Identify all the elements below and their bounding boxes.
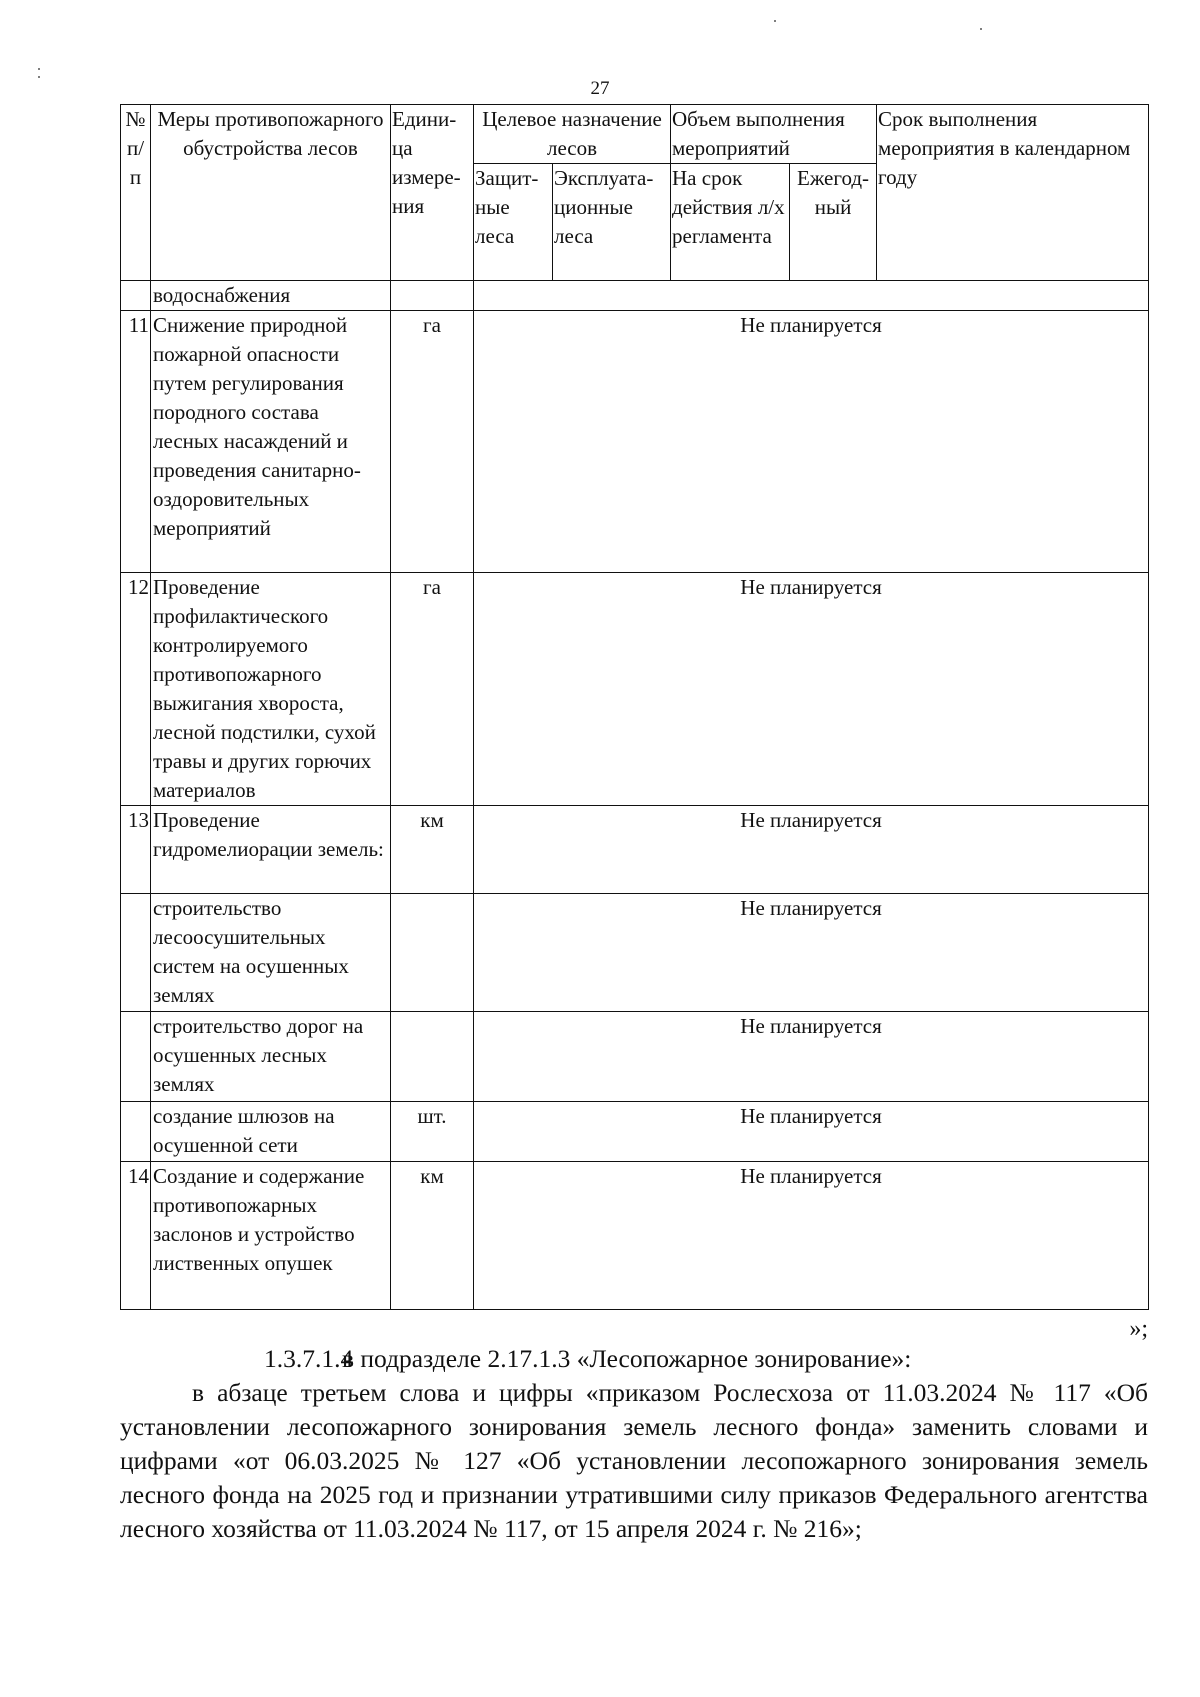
row-unit: шт. bbox=[391, 1102, 474, 1162]
row-measure: создание шлюзов на осушенной сети bbox=[151, 1102, 391, 1162]
row-status: Не планируется bbox=[474, 806, 1149, 894]
row-number bbox=[121, 1102, 151, 1162]
item-heading bbox=[120, 1342, 1148, 1376]
row-measure: Создание и содержание противопожарных заслонов и устройство лиственных опушек bbox=[151, 1162, 391, 1310]
row-measure: Проведение профилактического контролируемого противопожарного выжигания хвороста, лесной подстилки, сухой травы и других горючих материалов bbox=[151, 573, 391, 806]
row-status: Не планируется bbox=[474, 573, 1149, 806]
row-measure: водоснабжения bbox=[151, 281, 391, 311]
table-row bbox=[121, 806, 1149, 894]
closing-quote: »; bbox=[1129, 1316, 1148, 1342]
row-unit bbox=[391, 1012, 474, 1102]
row-unit bbox=[391, 281, 474, 311]
row-status: Не планируется bbox=[474, 311, 1149, 573]
row-number bbox=[121, 281, 151, 311]
row-number bbox=[121, 1012, 151, 1102]
row-number: 13 bbox=[121, 806, 151, 894]
item-number: 1.3.7.1.4 bbox=[264, 1344, 354, 1373]
row-number bbox=[121, 894, 151, 1012]
row-unit: га bbox=[391, 573, 474, 806]
row-unit: км bbox=[391, 1162, 474, 1310]
row-status: Не планируется bbox=[474, 1102, 1149, 1162]
row-measure: Проведение гидромелиорации земель: bbox=[151, 806, 391, 894]
scan-speck bbox=[38, 68, 40, 70]
scan-speck bbox=[980, 28, 982, 30]
row-number: 12 bbox=[121, 573, 151, 806]
fire-measures-table bbox=[120, 104, 1149, 1310]
header-measure: Меры противопожарного обустройства лесов bbox=[151, 105, 391, 281]
table-row bbox=[121, 311, 1149, 573]
header-unit: Едини-ца измере-ния bbox=[391, 105, 474, 281]
row-unit: км bbox=[391, 806, 474, 894]
header-volume-term: На срок действия л/х регламента bbox=[671, 164, 790, 281]
row-unit bbox=[391, 894, 474, 1012]
row-status bbox=[474, 281, 1149, 311]
header-volume-group: Объем выполнения мероприятий bbox=[671, 105, 877, 164]
row-status: Не планируется bbox=[474, 1162, 1149, 1310]
amendment-paragraph: в абзаце третьем слова и цифры «приказом Рослесхоза от 11.03.2024 № 117 «Об установлении лесопожарного зонирования земель лесного фонда» заменить словами и цифрами «от 06.03.2025 № 127 «Об установлении лесопожарного зонирования земель лесного фонда на 2025 год и признании утратившими силу приказов Федерального агентства лесного хозяйства от 11.03.2024 № 117, от 15 апреля 2024 г. № 216»; bbox=[120, 1378, 1148, 1543]
table-row bbox=[121, 281, 1149, 311]
row-status: Не планируется bbox=[474, 1012, 1149, 1102]
table-row bbox=[121, 894, 1149, 1012]
scan-speck bbox=[38, 76, 40, 78]
row-measure: строительство дорог на осушенных лесных землях bbox=[151, 1012, 391, 1102]
header-purpose-exploitation: Эксплуата-ционные леса bbox=[553, 164, 671, 281]
row-unit: га bbox=[391, 311, 474, 573]
page-number: 27 bbox=[590, 78, 610, 99]
row-number: 14 bbox=[121, 1162, 151, 1310]
item-text: в подразделе 2.17.1.3 «Лесопожарное зонирование»: bbox=[342, 1344, 912, 1373]
header-deadline: Срок выполнения мероприятия в календарном году bbox=[877, 105, 1149, 281]
table-row bbox=[121, 573, 1149, 806]
header-purpose-group: Целевое назначение лесов bbox=[474, 105, 671, 164]
row-status: Не планируется bbox=[474, 894, 1149, 1012]
row-measure: Снижение природной пожарной опасности путем регулирования породного состава лесных насаждений и проведения санитарно-оздоровительных мероприятий bbox=[151, 311, 391, 573]
header-num: № п/п bbox=[121, 105, 151, 281]
table-row bbox=[121, 1102, 1149, 1162]
scan-speck bbox=[774, 20, 776, 22]
row-number: 11 bbox=[121, 311, 151, 573]
table-row bbox=[121, 1012, 1149, 1102]
header-purpose-protective: Защит-ные леса bbox=[474, 164, 553, 281]
header-volume-annual: Ежегод-ный bbox=[790, 164, 877, 281]
row-measure: строительство лесоосушительных систем на осушенных землях bbox=[151, 894, 391, 1012]
table-row bbox=[121, 1162, 1149, 1310]
